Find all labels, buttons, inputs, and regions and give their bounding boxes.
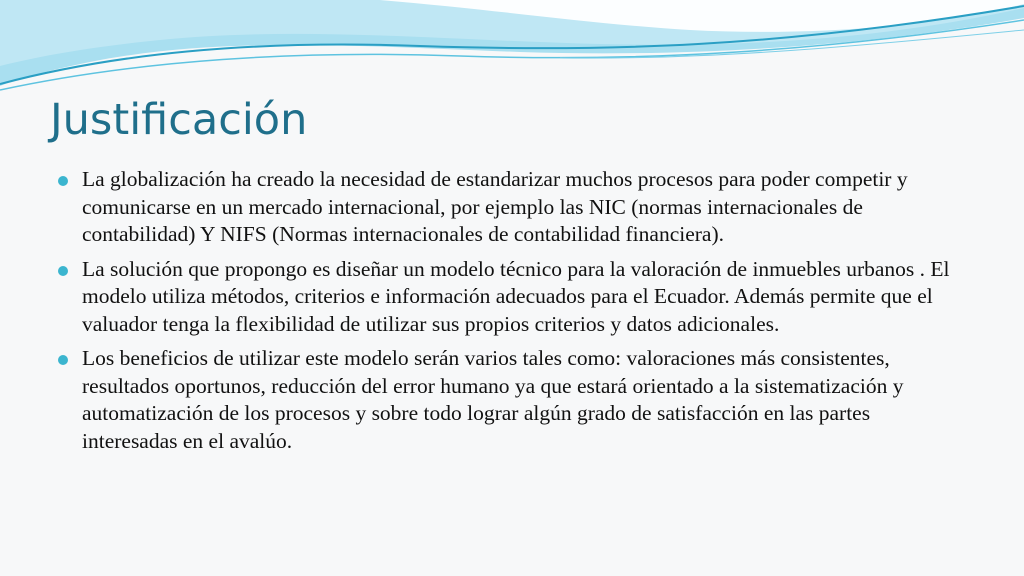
slide-title: Justificación <box>50 95 308 145</box>
bullet-text: La solución que propongo es diseñar un modelo técnico para la valoración de inmuebles urbanos . El modelo utiliza métodos, criterios e información adecuados para el Ecuador. Además permite que el valuador tenga la flexibilidad de utilizar sus propios criterios y datos adicionales. <box>82 256 950 336</box>
bullet-text: La globalización ha creado la necesidad de estandarizar muchos procesos para poder competir y comunicarse en un mercado internacional, por ejemplo las NIC (normas internacionales de contabilidad) Y NIFS (Normas internacionales de contabilidad financiera). <box>82 167 908 246</box>
bullet-dot-icon <box>58 355 68 365</box>
decorative-wave-header <box>0 0 1024 100</box>
bullet-item <box>58 345 968 455</box>
bullet-dot-icon <box>58 266 68 276</box>
bullet-text: Los beneficios de utilizar este modelo serán varios tales como: valoraciones más consistentes, resultados oportunos, reducción del error humano ya que estará orientado a la sistematización y automatización de los procesos y sobre todo lograr algún grado de satisfacción en las partes interesadas en el avalúo. <box>82 346 904 453</box>
bullet-dot-icon <box>58 176 68 186</box>
bullet-item <box>58 166 968 249</box>
bullet-item <box>58 256 968 339</box>
bullet-list <box>58 166 968 462</box>
